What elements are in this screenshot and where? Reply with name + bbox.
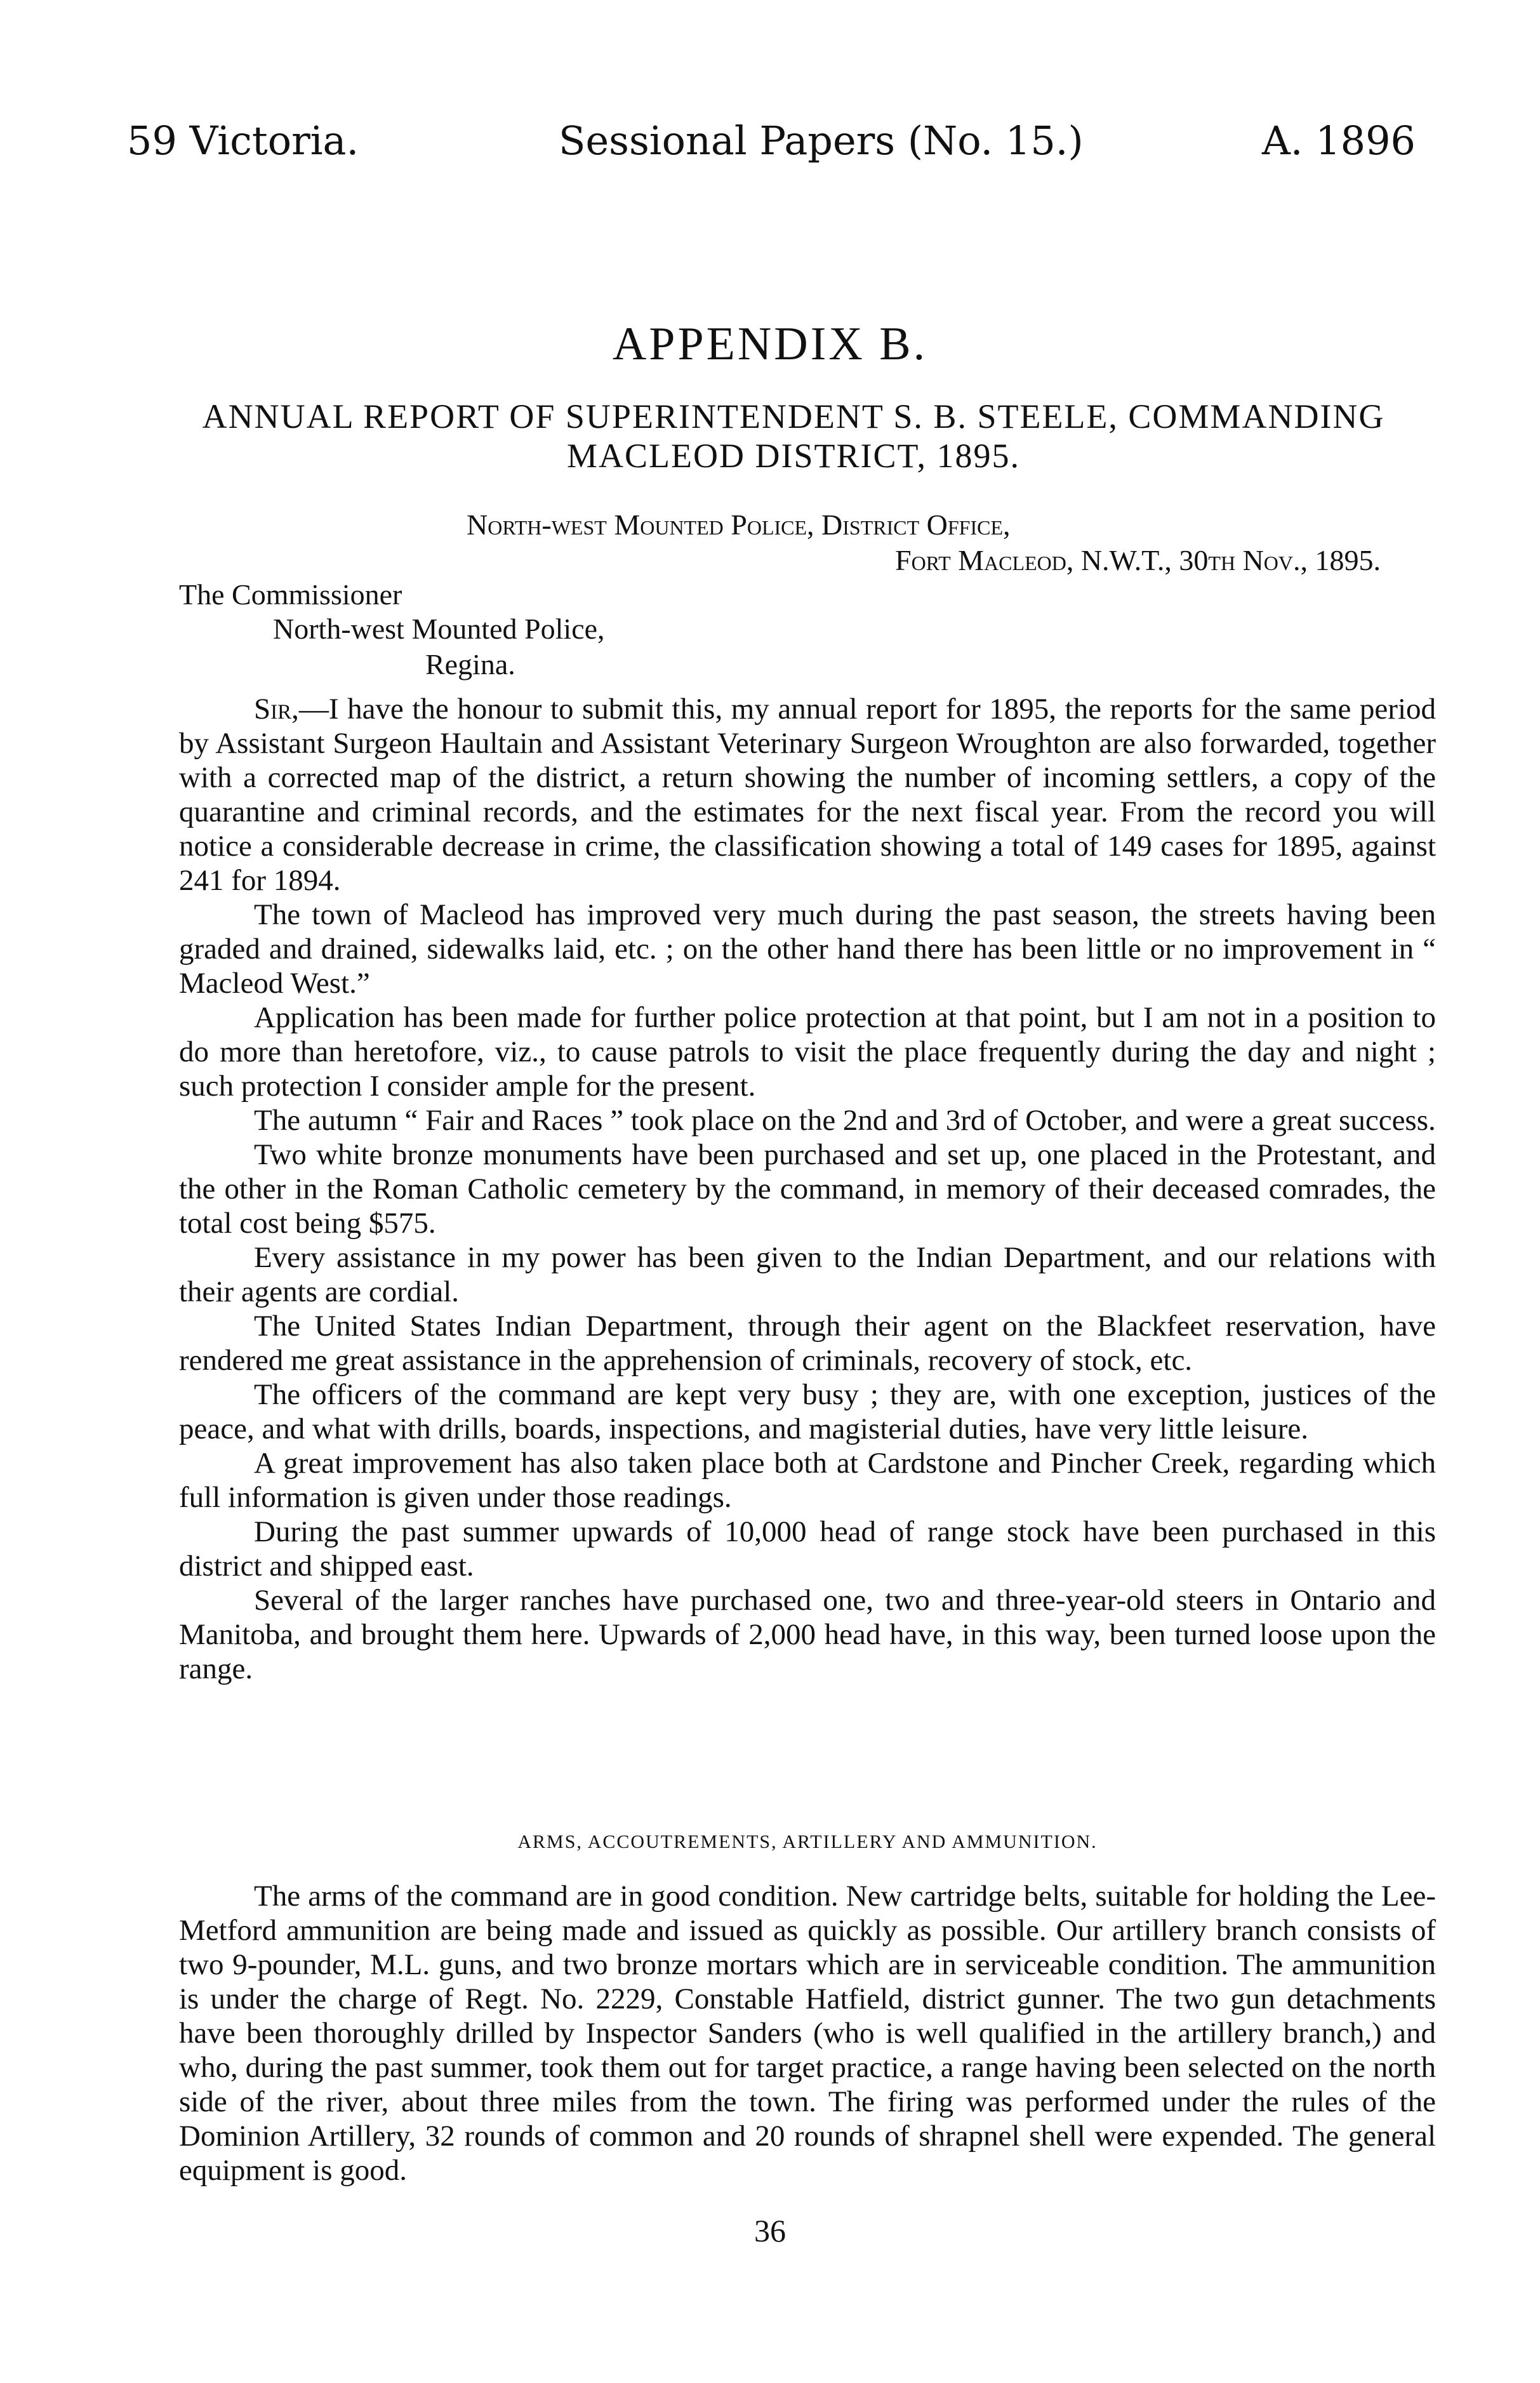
appendix-title: APPENDIX B. — [612, 318, 928, 370]
section-paragraph: The arms of the command are in good condition. New cartridge belts, suitable for holding the Lee-Metford ammunition are being made and issued as quickly as possible. Our artillery branch consists of two 9-pounder, M.L. guns, and two bronze mortars which are in serviceable condition. The ammunition is under the charge of Regt. No. 2229, Constable Hatfield, district gunner. The two gun detachments have been thoroughly drilled by Inspector Sanders (who is well qualified in the artillery branch,) and who, during the past summer, took them out for target practice, a range having been selected on the north side of the river, about three miles from the town. The firing was performed under the rules of the Dominion Artillery, 32 rounds of common and 20 rounds of shrapnel shell were expended. The general equipment is good. — [179, 1880, 1436, 2187]
recipient-line-3: Regina. — [425, 648, 515, 680]
recipient-line-1: The Commissioner — [179, 578, 402, 611]
paragraph-9: A great improvement has also taken place both at Cardstone and Pincher Creek, regarding which full information is given under those readings. — [179, 1447, 1436, 1514]
header-right: A. 1896 — [1262, 117, 1416, 164]
running-header — [127, 117, 1416, 175]
paragraph-11: Several of the larger ranches have purchased one, two and three-year-old steers in Ontario and Manitoba, and brought them here. Upwards of 2,000 head have, in this way, been turned loose upon the range. — [179, 1584, 1436, 1685]
salutation: Sir, — [254, 693, 299, 726]
paragraph-2: The town of Macleod has improved very much during the past season, the streets having been graded and drained, sidewalks laid, etc. ; on the other hand there has been little or no improvement in “ Macleod West.” — [179, 898, 1436, 1000]
office-address-line-2: Fort Macleod, N.W.T., 30th Nov., 1895. — [895, 544, 1381, 576]
office-address-line-1: North-west Mounted Police, District Office, — [467, 508, 1011, 541]
paragraph-3: Application has been made for further police protection at that point, but I am not in a position to do more than heretofore, viz., to cause patrols to visit the place frequently during the day and night ; such protection I consider ample for the present. — [179, 1001, 1436, 1103]
section-heading: ARMS, ACCOUTREMENTS, ARTILLERY AND AMMUNITION. — [517, 1831, 1098, 1852]
paragraph-7: The United States Indian Department, through their agent on the Blackfeet reservation, have rendered me great assistance in the apprehension of criminals, recovery of stock, etc. — [179, 1310, 1436, 1377]
page-number: 36 — [754, 2213, 786, 2248]
letter-body — [179, 692, 1436, 1686]
header-center: Sessional Papers (No. 15.) — [559, 117, 1084, 164]
paragraph-8: The officers of the command are kept very busy ; they are, with one exception, justices of the peace, and what with drills, boards, inspections, and magisterial duties, have very little leisure. — [179, 1378, 1436, 1445]
paragraph-1-text: —I have the honour to submit this, my annual report for 1895, the reports for the same period by Assistant Surgeon Haultain and Assistant Veterinary Surgeon Wroughton are also forwarded, together with a corrected map of the district, a return showing the number of incoming settlers, a copy of the quarantine and criminal records, and the estimates for the next fiscal year. From the record you will notice a considerable decrease in crime, the classification showing a total of 149 cases for 1895, against 241 for 1894. — [179, 693, 1436, 897]
section-body — [179, 1879, 1436, 2187]
paragraph-4: The autumn “ Fair and Races ” took place on the 2nd and 3rd of October, and were a great success. — [254, 1104, 1436, 1137]
report-title: ANNUAL REPORT OF SUPERINTENDENT S. B. STEELE, COMMANDING MACLEOD DISTRICT, 1895. — [202, 397, 1385, 475]
paragraph-5: Two white bronze monuments have been purchased and set up, one placed in the Protestant, and the other in the Roman Catholic cemetery by the command, in memory of their deceased comrades, the total cost being $575. — [179, 1138, 1436, 1240]
paragraph-1 — [179, 692, 1436, 898]
header-left: 59 Victoria. — [127, 117, 359, 164]
recipient-line-2: North-west Mounted Police, — [273, 613, 605, 645]
paragraph-10: During the past summer upwards of 10,000 head of range stock have been purchased in this district and shipped east. — [179, 1515, 1436, 1583]
paragraph-6: Every assistance in my power has been given to the Indian Department, and our relations with their agents are cordial. — [179, 1241, 1436, 1308]
